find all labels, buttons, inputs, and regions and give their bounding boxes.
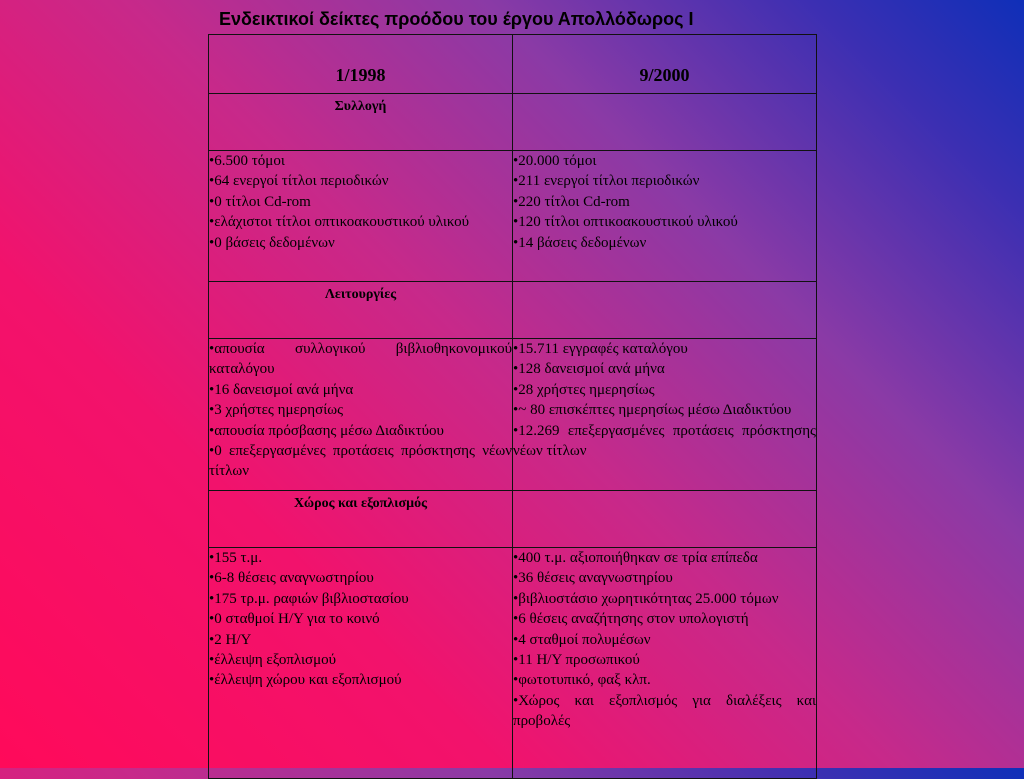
list-item: • 14 βάσεις δεδομένων	[513, 233, 816, 253]
list-item: • ~ 80 επισκέπτες ημερησίως μέσω Διαδικτύου	[513, 400, 816, 420]
list-item: • 211 ενεργοί τίτλοι περιοδικών	[513, 171, 816, 191]
column-header-label: 1/1998	[335, 65, 386, 85]
section-heading: Συλλογή	[334, 99, 387, 114]
list-item: • 16 δανεισμοί ανά μήνα	[209, 380, 512, 400]
list-item: • 2 Η/Υ	[209, 630, 512, 650]
section-heading-cell	[209, 491, 513, 548]
list-cell-1998	[209, 339, 513, 491]
list-item: • 20.000 τόμοι	[513, 151, 816, 171]
section-empty-cell	[513, 282, 817, 339]
section-empty-cell	[513, 94, 817, 151]
list-item: • Χώρος και εξοπλισμός για διαλέξεις και προβολές	[513, 691, 816, 732]
list-item: • φωτοτυπικό, φαξ κλπ.	[513, 670, 816, 690]
column-header-1998	[209, 35, 513, 94]
list-item: • βιβλιοστάσιο χωρητικότητας 25.000 τόμων	[513, 589, 816, 609]
list-item: • 155 τ.μ.	[209, 548, 512, 568]
section-empty-cell	[513, 491, 817, 548]
progress-indicators-table	[208, 34, 817, 779]
list-item: • 11 Η/Υ προσωπικού	[513, 650, 816, 670]
header-row	[209, 35, 817, 94]
section-heading-cell	[209, 282, 513, 339]
list-item: • 28 χρήστες ημερησίως	[513, 380, 816, 400]
list-item: • 128 δανεισμοί ανά μήνα	[513, 359, 816, 379]
list-item: • 3 χρήστες ημερησίως	[209, 400, 512, 420]
section-heading: Λειτουργίες	[324, 287, 397, 302]
section-heading: Χώρος και εξοπλισμός	[294, 496, 427, 511]
list-item: • 0 σταθμοί Η/Υ για το κοινό	[209, 609, 512, 629]
slide-title: Ενδεικτικοί δείκτες προόδου του έργου Απολλόδωρος Ι	[219, 9, 694, 29]
list-item: • 120 τίτλοι οπτικοακουστικού υλικού	[513, 212, 816, 232]
list-item: • 15.711 εγγραφές καταλόγου	[513, 339, 816, 359]
list-item: • 36 θέσεις αναγνωστηρίου	[513, 568, 816, 588]
list-item: • ελάχιστοι τίτλοι οπτικοακουστικού υλικού	[209, 212, 512, 232]
list-item: • απουσία πρόσβασης μέσω Διαδικτύου	[209, 421, 512, 441]
list-item: • έλλειψη χώρου και εξοπλισμού	[209, 670, 512, 690]
list-item: • 0 τίτλοι Cd-rom	[209, 192, 512, 212]
list-item: • 0 βάσεις δεδομένων	[209, 233, 512, 253]
section-heading-cell	[209, 94, 513, 151]
column-header-label: 9/2000	[639, 65, 690, 85]
list-item: • έλλειψη εξοπλισμού	[209, 650, 512, 670]
list-item: • 400 τ.μ. αξιοποιήθηκαν σε τρία επίπεδα	[513, 548, 816, 568]
list-cell-1998	[209, 548, 513, 779]
list-row-space-equipment	[209, 548, 817, 779]
section-row-space-equipment	[209, 491, 817, 548]
list-item: • απουσία συλλογικού βιβλιοθηκονομικού καταλόγου	[209, 339, 512, 380]
list-item: • 220 τίτλοι Cd-rom	[513, 192, 816, 212]
list-item: • 6.500 τόμοι	[209, 151, 512, 171]
list-cell-2000	[513, 339, 817, 491]
section-row-collection	[209, 94, 817, 151]
list-cell-2000	[513, 548, 817, 779]
list-item: • 175 τρ.μ. ραφιών βιβλιοστασίου	[209, 589, 512, 609]
list-row-functions	[209, 339, 817, 491]
list-item: • 6 θέσεις αναζήτησης στον υπολογιστή	[513, 609, 816, 629]
list-item: • 6-8 θέσεις αναγνωστηρίου	[209, 568, 512, 588]
section-row-functions	[209, 282, 817, 339]
list-item: • 4 σταθμοί πολυμέσων	[513, 630, 816, 650]
list-row-collection	[209, 151, 817, 282]
list-item: • 12.269 επεξεργασμένες προτάσεις πρόσκτησης νέων τίτλων	[513, 421, 816, 462]
list-cell-2000	[513, 151, 817, 282]
list-item: • 0 επεξεργασμένες προτάσεις πρόσκτησης νέων τίτλων	[209, 441, 512, 482]
column-header-2000	[513, 35, 817, 94]
list-item: • 64 ενεργοί τίτλοι περιοδικών	[209, 171, 512, 191]
list-cell-1998	[209, 151, 513, 282]
